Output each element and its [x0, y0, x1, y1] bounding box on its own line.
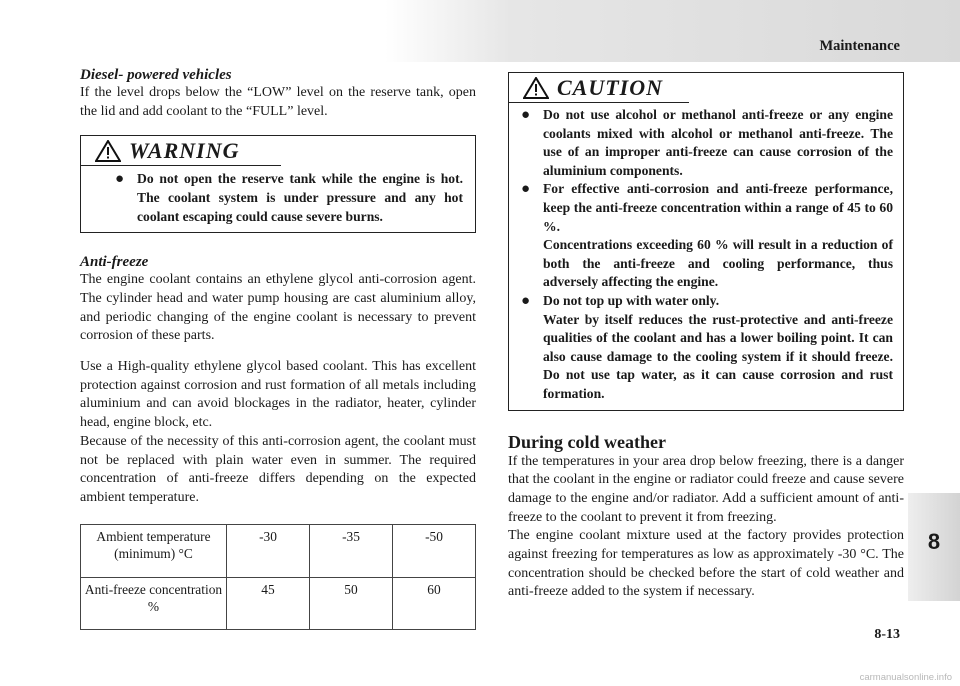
watermark: carmanualsonline.info [859, 672, 952, 683]
diesel-heading: Diesel- powered vehicles [80, 67, 232, 83]
chapter-tab [908, 493, 960, 601]
caution-item [521, 292, 893, 311]
caution-item [521, 180, 893, 236]
right-column [508, 72, 904, 602]
caution-box [508, 72, 904, 411]
cold-weather-paragraph-2: The engine coolant mixture used at the factory provides protection against freezing for temperatures as low as approximately -30 °C. The concentration should be checked before the start of cold weather and anti-freeze added to the system if necessary. [508, 528, 904, 600]
diesel-paragraph: If the level drops below the “LOW” level on the reserve tank, open the lid and add coolant to the “FULL” level. [80, 85, 476, 119]
caution-title: CAUTION [557, 75, 664, 100]
page-number: 8-13 [874, 627, 900, 642]
antifreeze-heading: Anti-freeze [80, 254, 149, 271]
warning-header [81, 136, 281, 166]
bullet-icon: ● [521, 181, 531, 198]
table-cell: -35 [310, 524, 393, 577]
caution-item-continued [521, 311, 893, 404]
table-row [81, 524, 476, 577]
bullet-icon: ● [521, 292, 531, 309]
table-cell: 45 [227, 577, 310, 629]
cold-weather-heading: During cold weather [508, 431, 666, 452]
caution-item-text: For effective anti-corrosion and anti-freeze performance, keep the anti-freeze concentration within a range of 45 to 60 %. [543, 181, 893, 234]
table-row [81, 577, 476, 629]
table-cell: 60 [393, 577, 476, 629]
table-cell: -50 [393, 524, 476, 577]
left-column [80, 66, 476, 630]
warning-item [115, 170, 463, 226]
bullet-icon: ● [521, 107, 531, 123]
caution-item-text: Do not top up with water only. [543, 292, 720, 308]
antifreeze-paragraph-3: Because of the necessity of this anti-corrosion agent, the coolant must not be replaced with plain water even in summer. The required concentration of anti-freeze differs depending on the expected ambient temperature. [80, 433, 476, 505]
concentration-table [80, 524, 476, 630]
page-header-title: Maintenance [819, 38, 900, 54]
caution-item-text: Do not use alcohol or methanol anti-freeze or any engine coolants mixed with alcohol or methanol anti-freeze. The use of an improper anti-freeze can cause corrosion of the aluminium components. [543, 107, 893, 178]
table-cell: 50 [310, 577, 393, 629]
caution-item [521, 106, 893, 180]
table-row-label: Ambient temperature (minimum) °C [81, 524, 227, 577]
table-cell: -30 [227, 524, 310, 577]
caution-header [509, 73, 689, 103]
antifreeze-paragraph-2: Use a High-quality ethylene glycol based coolant. This has excellent protection against corrosion and rust formation of all metals including aluminium and can avoid blockages in the radiator, heater, cylinder head, engine block, etc. [80, 359, 476, 431]
warning-triangle-icon [523, 77, 549, 99]
warning-title: WARNING [129, 138, 240, 164]
caution-item-text: Water by itself reduces the rust-protective and anti-freeze qualities of the coolant and has a lower boiling point. It can also cause damage to the cooling system if it should freeze. Do not use tap water, as it can cause corrosion and rust formation. [543, 311, 893, 401]
warning-box [80, 135, 476, 233]
cold-weather-paragraph-1: If the temperatures in your area drop below freezing, there is a danger that the coolant in the engine or radiator could freeze and cause severe damage to the engine and/or radiator. Add a sufficient amount of anti-freeze to the coolant to prevent it from freezing. [508, 453, 904, 525]
bullet-icon: ● [115, 171, 125, 188]
warning-item-text: Do not open the reserve tank while the engine is hot. The coolant system is under pressure and any hot coolant escaping could cause severe burns. [137, 171, 463, 224]
warning-triangle-icon [95, 140, 121, 162]
antifreeze-paragraph-1: The engine coolant contains an ethylene glycol anti-corrosion agent. The cylinder head and water pump housing are cast aluminium alloy, and periodic changing of the engine coolant is necessary to prevent corrosion of these parts. [80, 272, 476, 344]
caution-item-continued [521, 236, 893, 292]
chapter-number: 8 [927, 529, 941, 554]
caution-item-text: Concentrations exceeding 60 % will result in a reduction of both the anti-freeze and cooling performance, thus adversely affecting the engine. [543, 237, 893, 290]
table-row-label: Anti-freeze concentration % [81, 577, 227, 629]
